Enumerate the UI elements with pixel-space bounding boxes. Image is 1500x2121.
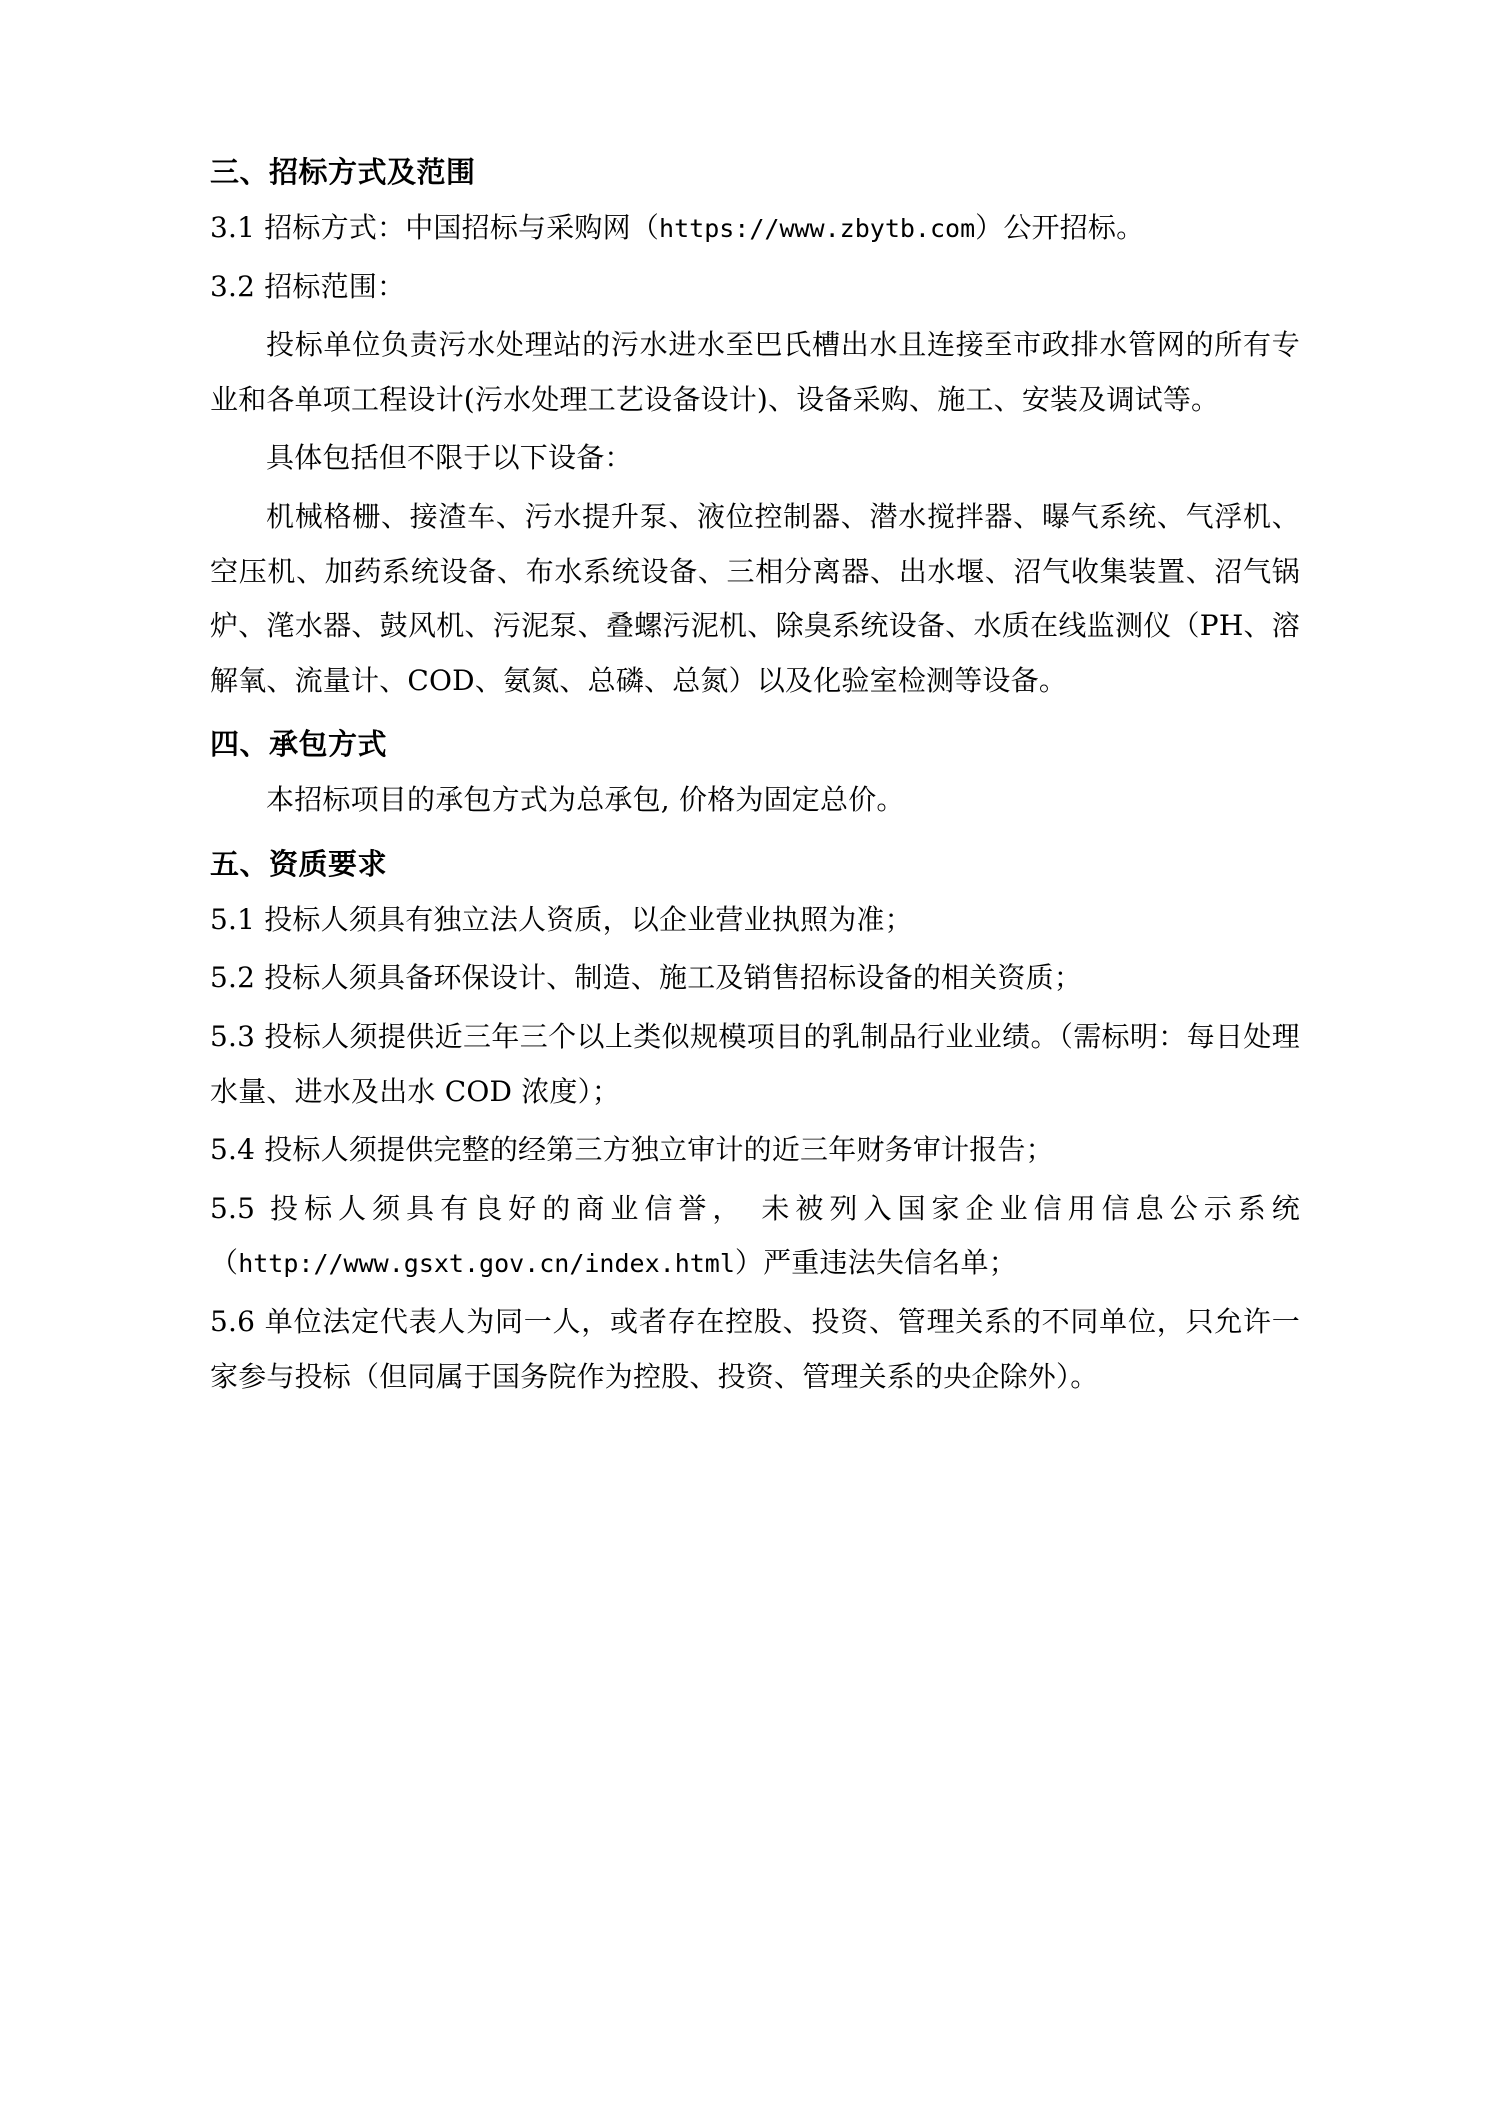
text-run: 5.5 投标人须具有良好的商业信誉， 未被列入国家企业信用信息公示系统（ bbox=[210, 1191, 1300, 1280]
text-run: ）公开招标。 bbox=[975, 210, 1145, 244]
url-gsxt: http://www.gsxt.gov.cn/index.html bbox=[238, 1249, 735, 1279]
paragraph-4-1 bbox=[210, 773, 1300, 828]
paragraph-5-2 bbox=[210, 951, 1300, 1006]
text-run: 具体包括但不限于以下设备： bbox=[266, 441, 633, 475]
paragraph-5-6 bbox=[210, 1295, 1300, 1404]
text-run: 3.2 招标范围： bbox=[210, 269, 406, 303]
paragraph-5-4 bbox=[210, 1123, 1300, 1178]
paragraph-3-2-scope bbox=[210, 318, 1300, 427]
paragraph-3-2-equipment-intro bbox=[210, 431, 1300, 486]
spacer bbox=[210, 712, 1300, 722]
text-run: 5.3 投标人须提供近三年三个以上类似规模项目的乳制品行业业绩。（需标明：每日处理水量、进水及出水 COD 浓度）； bbox=[210, 1019, 1300, 1108]
section-heading-5: 五、资质要求 bbox=[210, 846, 388, 881]
section-heading-3: 三、招标方式及范围 bbox=[210, 155, 476, 189]
paragraph-5-1 bbox=[210, 893, 1300, 948]
text-run: 5.2 投标人须具备环保设计、制造、施工及销售招标设备的相关资质； bbox=[210, 961, 1083, 995]
spacer bbox=[210, 832, 1300, 842]
document-body bbox=[210, 150, 1300, 1404]
text-run: 5.4 投标人须提供完整的经第三方独立审计的近三年财务审计报告； bbox=[210, 1133, 1054, 1167]
text-run: 本招标项目的承包方式为总承包, 价格为固定总价。 bbox=[266, 783, 905, 817]
text-run: 机械格栅、接渣车、污水提升泵、液位控制器、潜水搅拌器、曝气系统、气浮机、空压机、加药系统设备、布水系统设备、三相分离器、出水堰、沼气收集装置、沼气锅炉、滗水器、鼓风机、污泥泵、叠螺污泥机、除臭系统设备、水质在线监测仪（PH、溶解氧、流量计、COD、氨氮、总磷、总氮）以及化验室检测等设备。 bbox=[210, 499, 1300, 697]
text-run: 中国招标与采购网（ bbox=[405, 210, 660, 244]
paragraph-5-5 bbox=[210, 1182, 1300, 1291]
text-run: ）严重违法失信名单； bbox=[734, 1246, 1017, 1280]
paragraph-3-2 bbox=[210, 260, 1300, 315]
section-heading-4: 四、承包方式 bbox=[210, 727, 388, 762]
text-run: 投标单位负责污水处理站的污水进水至巴氏槽出水且连接至市政排水管网的所有专业和各单项工程设计(污水处理工艺设备设计)、设备采购、施工、安装及调试等。 bbox=[210, 328, 1300, 416]
text-run: 3.1 招标方式： bbox=[210, 210, 406, 244]
paragraph-5-3 bbox=[210, 1010, 1300, 1119]
paragraph-3-1 bbox=[210, 201, 1300, 256]
paragraph-3-2-equipment-list bbox=[210, 490, 1300, 708]
text-run: 5.1 投标人须具有独立法人资质，以企业营业执照为准； bbox=[210, 902, 913, 936]
text-run: 5.6 单位法定代表人为同一人，或者存在控股、投资、管理关系的不同单位，只允许一家参与投标（但同属于国务院作为控股、投资、管理关系的央企除外）。 bbox=[210, 1304, 1300, 1393]
url-zbytb: https://www.zbytb.com bbox=[659, 213, 976, 243]
